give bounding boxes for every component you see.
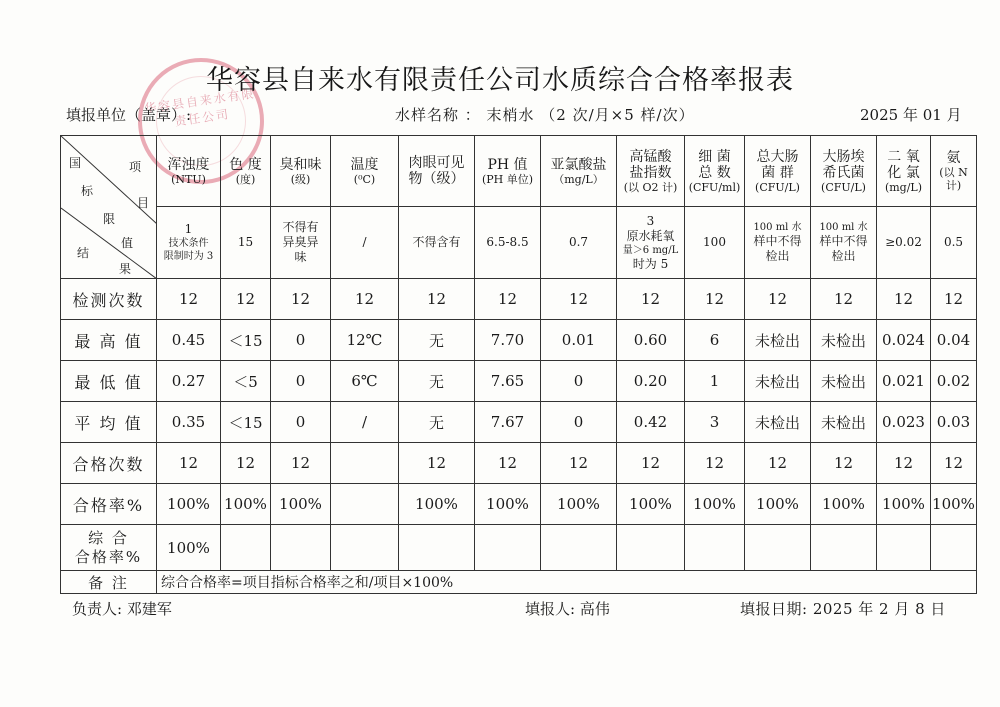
value-cell: 无 xyxy=(399,320,475,361)
empty-cell xyxy=(541,525,617,571)
value-cell: 12 xyxy=(541,443,617,484)
empty-cell xyxy=(877,525,931,571)
empty-cell xyxy=(617,525,685,571)
standard-cell: ≥0.02 xyxy=(877,207,931,279)
value-cell: 12 xyxy=(331,279,399,320)
column-header: 大肠埃 希氏菌 (CFU/L) xyxy=(811,136,877,207)
row-label: 检测次数 xyxy=(61,279,157,320)
standard-cell: 不得有 异臭异 味 xyxy=(271,207,331,279)
value-cell: 0.45 xyxy=(157,320,221,361)
value-cell: 0.023 xyxy=(877,402,931,443)
standard-cell: 100 ml 水 样中不得 检出 xyxy=(745,207,811,279)
value-cell: 100% xyxy=(475,484,541,525)
standard-cell: 100 ml 水 样中不得 检出 xyxy=(811,207,877,279)
value-cell: 12 xyxy=(931,279,977,320)
column-header: 浑浊度 (NTU) xyxy=(157,136,221,207)
value-cell: 12 xyxy=(931,443,977,484)
value-cell: 12 xyxy=(475,279,541,320)
corner-cell xyxy=(61,136,157,279)
value-cell: 12 xyxy=(811,279,877,320)
standard-cell: 1 技术条件 限制时为 3 xyxy=(157,207,221,279)
value-cell: 0.03 xyxy=(931,402,977,443)
value-cell: 0 xyxy=(541,402,617,443)
value-cell: 1 xyxy=(685,361,745,402)
value-cell: 7.70 xyxy=(475,320,541,361)
value-cell: 0.60 xyxy=(617,320,685,361)
value-cell: 0.35 xyxy=(157,402,221,443)
column-header: 臭和味 (级) xyxy=(271,136,331,207)
composite-value: 100% xyxy=(157,525,221,571)
value-cell: 12 xyxy=(157,443,221,484)
value-cell: 12 xyxy=(541,279,617,320)
table-row xyxy=(61,443,977,484)
value-cell: 0.42 xyxy=(617,402,685,443)
value-cell: 12 xyxy=(811,443,877,484)
row-label: 平 均 值 xyxy=(61,402,157,443)
value-cell: 0.20 xyxy=(617,361,685,402)
standard-cell: 0.5 xyxy=(931,207,977,279)
value-cell: 100% xyxy=(617,484,685,525)
value-cell: 0.27 xyxy=(157,361,221,402)
value-cell: 12 xyxy=(617,279,685,320)
value-cell: 0 xyxy=(271,320,331,361)
standard-cell: 15 xyxy=(221,207,271,279)
value-cell: 100% xyxy=(271,484,331,525)
value-cell: 12 xyxy=(271,279,331,320)
standard-cell: / xyxy=(331,207,399,279)
value-cell: 12 xyxy=(877,443,931,484)
value-cell xyxy=(331,443,399,484)
value-cell: 未检出 xyxy=(811,361,877,402)
standard-cell: 不得含有 xyxy=(399,207,475,279)
value-cell: ＜5 xyxy=(221,361,271,402)
column-header: 氨 (以 N 计) xyxy=(931,136,977,207)
value-cell: ＜15 xyxy=(221,402,271,443)
table-row xyxy=(61,402,977,443)
value-cell: 0.021 xyxy=(877,361,931,402)
value-cell: 12 xyxy=(221,279,271,320)
empty-cell xyxy=(271,525,331,571)
value-cell: ＜15 xyxy=(221,320,271,361)
value-cell: 未检出 xyxy=(811,402,877,443)
value-cell: 12 xyxy=(685,443,745,484)
column-header: 色 度 (度) xyxy=(221,136,271,207)
column-header: 亚氯酸盐 （mg/L） xyxy=(541,136,617,207)
reporting-unit-label: 填报单位（盖章）: xyxy=(66,106,192,124)
table-row xyxy=(61,279,977,320)
value-cell: 12 xyxy=(745,443,811,484)
column-header: 高锰酸 盐指数 (以 O2 计) xyxy=(617,136,685,207)
empty-cell xyxy=(399,525,475,571)
column-header: 二 氧 化 氯 (mg/L) xyxy=(877,136,931,207)
value-cell: 0 xyxy=(271,361,331,402)
value-cell: 100% xyxy=(221,484,271,525)
row-label: 最 低 值 xyxy=(61,361,157,402)
value-cell: 100% xyxy=(157,484,221,525)
corner-label: 结 xyxy=(77,246,90,260)
value-cell: 12 xyxy=(271,443,331,484)
row-label: 合格率% xyxy=(61,484,157,525)
value-cell: 0.024 xyxy=(877,320,931,361)
corner-label: 国 xyxy=(69,156,82,170)
corner-label: 果 xyxy=(119,262,132,276)
value-cell: 100% xyxy=(931,484,977,525)
value-cell: 12 xyxy=(399,443,475,484)
responsible-person: 负责人: 邓建军 xyxy=(72,600,172,618)
value-cell: 100% xyxy=(541,484,617,525)
quality-table xyxy=(60,135,977,594)
corner-label: 标 xyxy=(81,184,94,198)
value-cell: 100% xyxy=(685,484,745,525)
value-cell: 0 xyxy=(271,402,331,443)
report-title: 华容县自来水有限责任公司水质综合合格率报表 xyxy=(206,65,794,96)
value-cell: 3 xyxy=(685,402,745,443)
corner-label: 目 xyxy=(137,196,150,210)
value-cell: / xyxy=(331,402,399,443)
standard-cell: 0.7 xyxy=(541,207,617,279)
fill-date: 填报日期: 2025 年 2 月 8 日 xyxy=(740,600,946,618)
value-cell: 100% xyxy=(811,484,877,525)
value-cell: 未检出 xyxy=(811,320,877,361)
corner-label: 值 xyxy=(121,236,134,250)
value-cell: 0 xyxy=(541,361,617,402)
value-cell: 无 xyxy=(399,402,475,443)
column-header: 温度 (⁰C) xyxy=(331,136,399,207)
standard-cell: 100 xyxy=(685,207,745,279)
value-cell: 7.65 xyxy=(475,361,541,402)
empty-cell xyxy=(745,525,811,571)
report-month: 2025 年 01 月 xyxy=(860,106,962,124)
empty-cell xyxy=(931,525,977,571)
composite-row xyxy=(61,525,977,571)
standard-row xyxy=(61,207,977,279)
column-header: 肉眼可见 物（级） xyxy=(399,136,475,207)
value-cell: 7.67 xyxy=(475,402,541,443)
value-cell: 0.02 xyxy=(931,361,977,402)
empty-cell xyxy=(331,525,399,571)
value-cell: 12 xyxy=(475,443,541,484)
header-row xyxy=(61,136,977,207)
remarks-label: 备 注 xyxy=(61,571,157,594)
column-header: 总大肠 菌 群 (CFU/L) xyxy=(745,136,811,207)
value-cell: 6 xyxy=(685,320,745,361)
value-cell: 12 xyxy=(399,279,475,320)
value-cell: 无 xyxy=(399,361,475,402)
value-cell: 6℃ xyxy=(331,361,399,402)
row-label: 最 高 值 xyxy=(61,320,157,361)
value-cell: 100% xyxy=(745,484,811,525)
corner-label: 限 xyxy=(103,212,116,226)
empty-cell xyxy=(685,525,745,571)
standard-cell: 6.5-8.5 xyxy=(475,207,541,279)
sample-name: 水样名称 ： 末梢水 （2 次/月×5 样/次） xyxy=(395,106,695,124)
standard-cell: 3 原水耗氧 量＞6 mg/L 时为 5 xyxy=(617,207,685,279)
value-cell: 12 xyxy=(221,443,271,484)
corner-label: 项 xyxy=(129,160,142,174)
value-cell: 0.01 xyxy=(541,320,617,361)
value-cell: 100% xyxy=(399,484,475,525)
value-cell: 12 xyxy=(157,279,221,320)
value-cell: 12 xyxy=(877,279,931,320)
filled-by: 填报人: 高伟 xyxy=(525,600,610,618)
value-cell: 未检出 xyxy=(745,402,811,443)
value-cell: 未检出 xyxy=(745,361,811,402)
value-cell: 未检出 xyxy=(745,320,811,361)
composite-label: 综 合 合格率% xyxy=(61,525,157,571)
value-cell: 12℃ xyxy=(331,320,399,361)
remarks-text: 综合合格率=项目指标合格率之和/项目×100% xyxy=(157,571,977,594)
empty-cell xyxy=(811,525,877,571)
row-label: 合格次数 xyxy=(61,443,157,484)
seal-text: 华容县自来水有限责任公司 xyxy=(143,86,257,129)
value-cell: 12 xyxy=(745,279,811,320)
column-header: PH 值 (PH 单位) xyxy=(475,136,541,207)
empty-cell xyxy=(221,525,271,571)
value-cell: 12 xyxy=(685,279,745,320)
value-cell: 12 xyxy=(617,443,685,484)
table-row xyxy=(61,484,977,525)
empty-cell xyxy=(475,525,541,571)
remarks-row xyxy=(61,571,977,594)
column-header: 细 菌 总 数 (CFU/ml) xyxy=(685,136,745,207)
table-row xyxy=(61,361,977,402)
value-cell: 0.04 xyxy=(931,320,977,361)
table-row xyxy=(61,320,977,361)
value-cell xyxy=(331,484,399,525)
value-cell: 100% xyxy=(877,484,931,525)
